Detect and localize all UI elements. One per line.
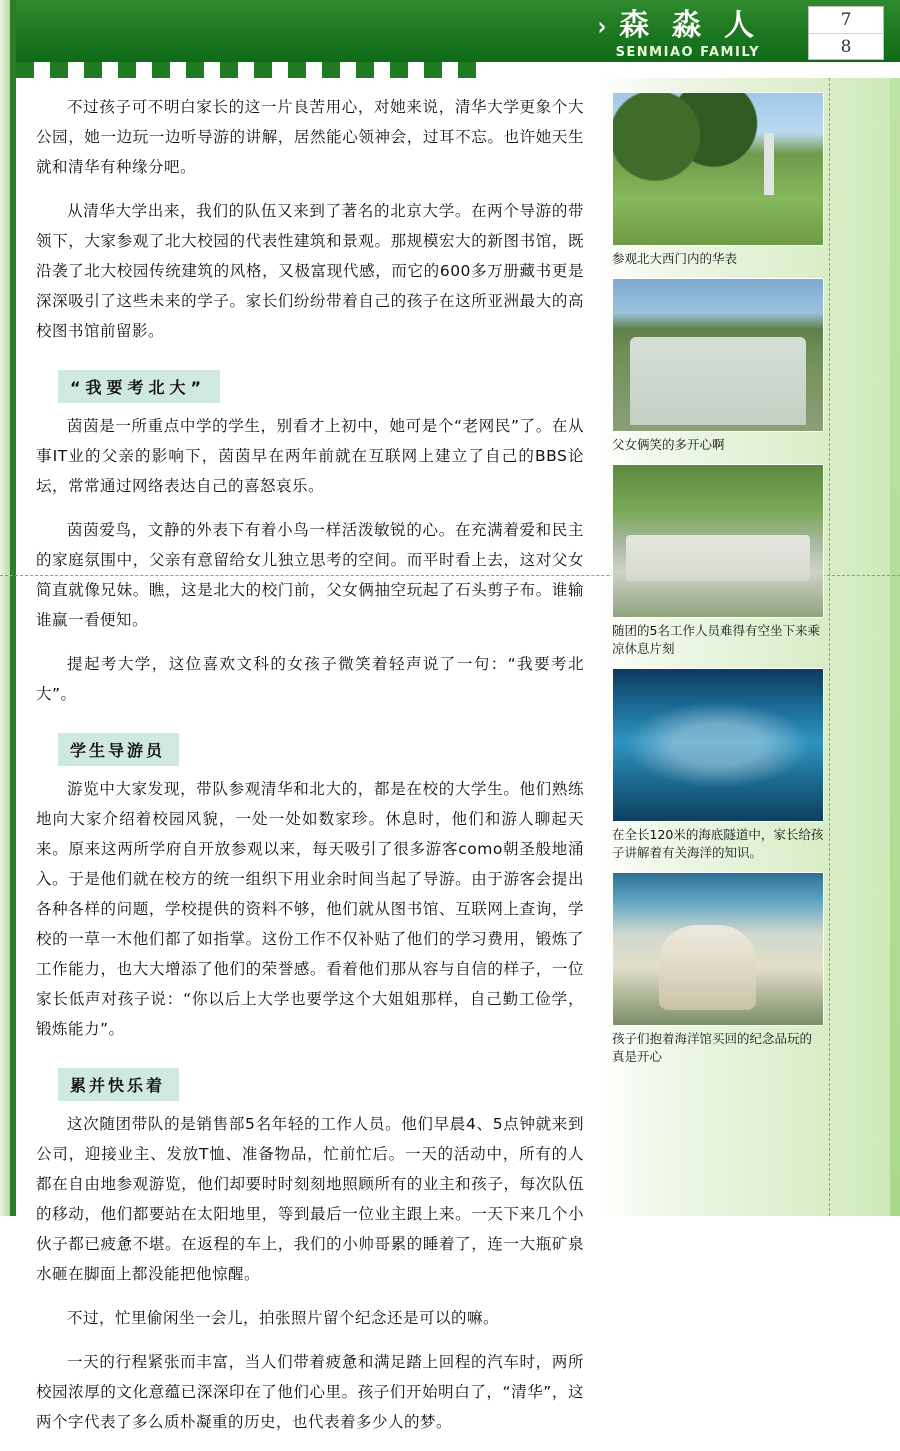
brand-title-cn [596,10,760,43]
masthead-tooth [152,62,170,78]
photo-caption: 父女俩笑的多开心啊 [612,437,725,452]
masthead-tooth [288,62,306,78]
brand-block [596,10,760,60]
photo-image [612,464,824,618]
masthead-teeth [16,62,900,78]
section-heading-3: 累并快乐着 [58,1068,179,1101]
left-bar-stripe [10,0,16,1216]
photo-caption: 随团的5名工作人员难得有空坐下来乘凉休息片刻 [612,623,820,656]
paragraph: 游览中大家发现，带队参观清华和北大的，都是在校的大学生。他们熟练地向大家介绍着校园风貌，一处一处如数家珍。休息时，他们和游人聊起天来。原来这两所学府自开放参观以来，每天吸引了很多游客como朝圣般地涌入。于是他们就在校方的统一组织下用业余时间当起了导游。由于游客会提出各种各样的问题，学校提供的资料不够，他们就从图书馆、互联网上查询，学校的一草一木他们都了如指掌。这份工作不仅补贴了他们的学习费用，锻炼了工作能力，也大大增添了他们的荣誉感。看着他们那从容与自信的样子，一位家长低声对孩子说：“你以后上大学也要学这个大姐姐那样，自己勤工俭学，锻炼能力”。 [36,780,584,1038]
paragraph: 这次随团带队的是销售部5名年轻的工作人员。他们早晨4、5点钟就来到公司，迎接业主、发放T恤、准备物品，忙前忙后。一天的活动中，所有的人都在自由地参观游览，他们却要时时刻刻地照顾所有的业主和孩子，每次队伍的移动，他们都要站在太阳地里，等到最后一位业主跟上来。一天下来几个小伙子都已疲惫不堪。在返程的车上，我们的小帅哥累的睡着了，连一大瓶矿泉水砸在脚面上都没能把他惊醒。 [36,1115,584,1283]
masthead-tooth [356,62,374,78]
masthead-tooth [424,62,442,78]
article-body [36,92,584,1451]
section-heading-1: “我要考北大” [58,370,220,403]
masthead-tooth [186,62,204,78]
photo-column [612,92,830,1076]
chevron-right-icon: › [598,12,612,42]
brand-title-en: SENMIAO FAMILY [615,45,760,60]
photo-caption: 参观北大西门内的华表 [612,251,738,266]
paragraph: 不过孩子可不明白家长的这一片良苦用心，对她来说，清华大学更象个大公园，她一边玩一边听导游的讲解，居然能心领神会，过耳不忘。也许她天生就和清华有种缘分吧。 [36,98,584,176]
masthead-tooth [16,62,34,78]
left-decorative-bar [0,0,16,1216]
photo-souvenir [612,872,830,1066]
masthead-tooth [118,62,136,78]
photo-image [612,668,824,822]
photo-huabiao [612,92,830,268]
paragraph: 提起考大学，这位喜欢文科的女孩子微笑着轻声说了一句：“我要考北大”。 [36,655,584,703]
paragraph: 茵茵爱鸟，文静的外表下有着小鸟一样活泼敏锐的心。在充满着爱和民主的家庭氛围中，父亲有意留给女儿独立思考的空间。而平时看上去，这对父女简直就像兄妹。瞧，这是北大的校门前，父女俩抽空玩起了石头剪子布。谁输谁赢一看便知。 [36,521,584,629]
page-number-box [808,6,884,60]
masthead-tooth [322,62,340,78]
section-heading-2: 学生导游员 [58,733,179,766]
brand-title-text: 森 淼 人 [619,8,760,43]
masthead-tooth [390,62,408,78]
photo-caption: 孩子们抱着海洋馆买回的纪念品玩的真是开心 [612,1031,813,1064]
right-edge-strip [890,78,900,1216]
masthead-tooth [458,62,476,78]
paragraph: 从清华大学出来，我们的队伍又来到了著名的北京大学。在两个导游的带领下，大家参观了北大校园的代表性建筑和景观。那规模宏大的新图书馆，既沿袭了北大校园传统建筑的风格，又极富现代感，而它的600多万册藏书更是深深吸引了这些未来的学子。家长们纷纷带着自己的孩子在这所亚洲最大的高校图书馆前留影。 [36,202,584,340]
page-number-right: 8 [840,37,852,57]
photo-father-daughter [612,278,830,454]
photo-image [612,92,824,246]
paragraph: 一天的行程紧张而丰富，当人们带着疲惫和满足踏上回程的汽车时，两所校园浓厚的文化意蕴已深深印在了他们心里。孩子们开始明白了，“清华”，这两个字代表了多么质朴凝重的历史，也代表着多少人的梦。 [36,1353,585,1431]
masthead-tooth [220,62,238,78]
paragraph: 不过，忙里偷闲坐一会儿，拍张照片留个纪念还是可以的嘛。 [67,1309,500,1327]
masthead-tooth [50,62,68,78]
page-number-left: 7 [809,7,883,34]
photo-ocean-tunnel [612,668,830,862]
photo-image [612,278,824,432]
paragraph: 茵茵是一所重点中学的学生，别看才上初中，她可是个“老网民”了。在从事IT业的父亲的影响下，茵茵早在两年前就在互联网上建立了自己的BBS论坛，常常通过网络表达自己的喜怒哀乐。 [36,417,584,495]
photo-caption: 在全长120米的海底隧道中，家长给孩子讲解着有关海洋的知识。 [612,827,824,860]
photo-staff-rest [612,464,830,658]
masthead-tooth [84,62,102,78]
photo-image [612,872,824,1026]
masthead [16,0,900,62]
masthead-tooth [254,62,272,78]
